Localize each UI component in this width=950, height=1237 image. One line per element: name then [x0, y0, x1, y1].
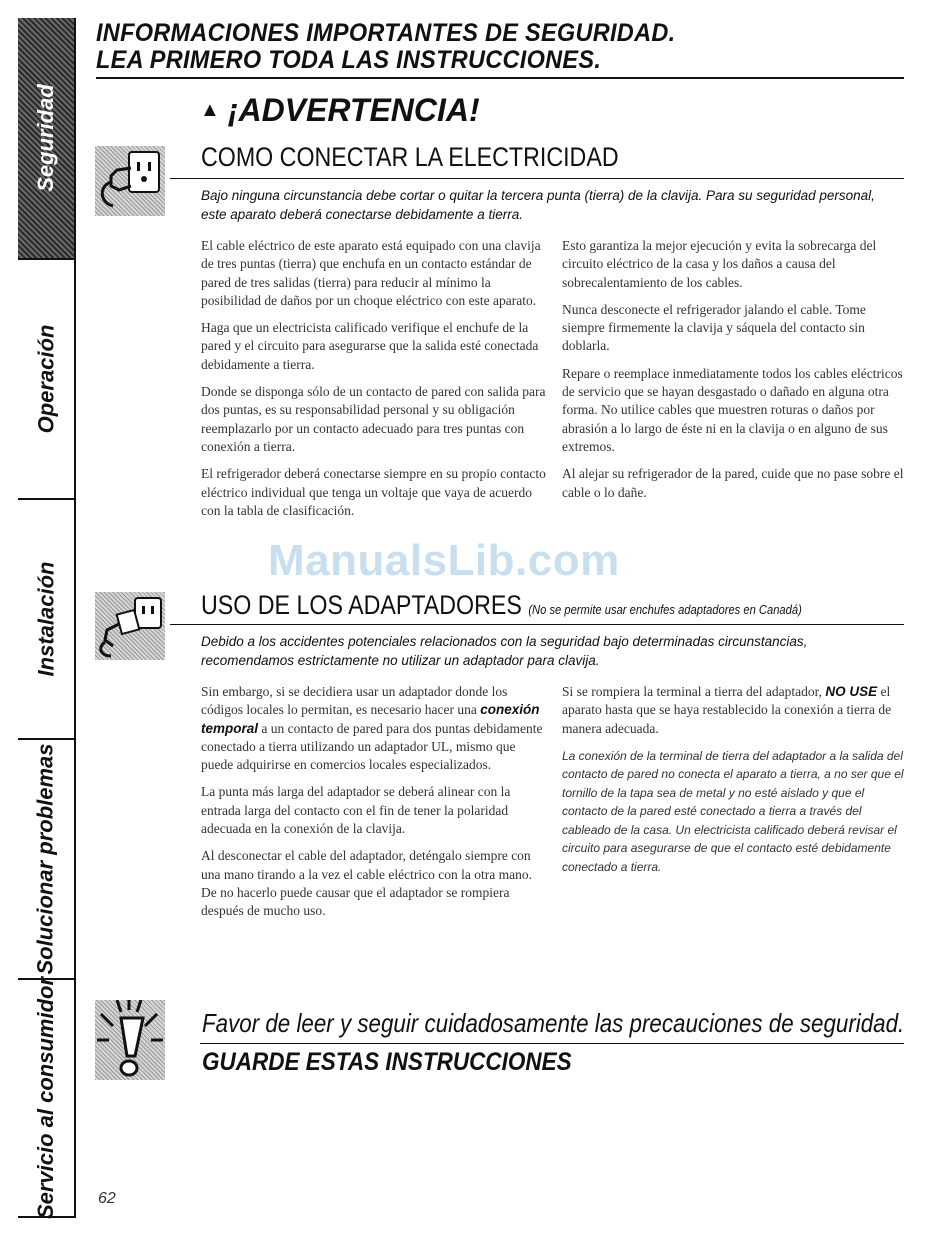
paragraph: Nunca desconecte el refrigerador jalando el cable. Tome siempre firmemente la clavija y sáquela del contacto sin doblarla. — [562, 301, 866, 354]
tab-label: Operación — [33, 324, 58, 434]
tab-seguridad[interactable] — [18, 18, 74, 260]
section-title-text: USO DE LOS ADAPTADORES — [201, 590, 522, 620]
header-line-1: INFORMACIONES IMPORTANTES DE SEGURIDAD. — [96, 19, 676, 47]
electricity-left-column — [201, 237, 546, 529]
tab-servicio-al-consumidor[interactable] — [18, 976, 74, 1220]
paragraph: Al desconectar el cable del adaptador, deténgalo siempre con una mano tirando a la vez el cable eléctrico con la otra mano. De no hacerlo puede causar que el adaptador se rompiera después de mucho uso. — [201, 848, 532, 919]
adapter-plug-icon — [95, 592, 165, 660]
emphasis-text: conexión temporal — [201, 702, 540, 736]
tab-operacion[interactable] — [18, 260, 74, 500]
paragraph: Repare o reemplace inmediatamente todos los cables eléctricos de servicio que se hayan desgastado o dañado en alguna otra forma. No utilice cables que muestren roturas o daños por abrasión a lo largo de éste ni en la clavija o en alguno de sus extremos. — [562, 365, 903, 454]
note-paragraph: La conexión de la terminal de tierra del adaptador a la salida del contacto de pared no conecta el aparato a tierra, a no ser que el tornillo de la tapa sea de metal y no esté aislado y que el contacto de la pared esté conectado a tierra a través del cableado de la casa. Un electricista calificado deberá revisar el circuito para asegurarse de que el contacto esté debidamente conectado a tierra. — [562, 748, 904, 874]
electrical-outlet-plug-icon — [95, 146, 165, 216]
section-lead-adapters: Debido a los accidentes potenciales relacionados con la seguridad bajo determinadas circunstancias, recomendamos estrictamente no utilizar un adaptador para clavija. — [201, 634, 808, 668]
header-line-2: LEA PRIMERO TODA LAS INSTRUCCIONES. — [96, 46, 602, 74]
side-navigation-tabs — [18, 18, 76, 1218]
header-divider — [96, 77, 904, 79]
text: a un contacto de pared para dos puntas debidamente conectado a tierra utilizando un adaptador UL, mismo que puede adquirirse en comercios locales especializados. — [201, 720, 543, 773]
tab-label: Servicio al consumidor — [33, 976, 59, 1220]
warning-heading — [200, 92, 480, 129]
footer-instruction: Favor de leer y seguir cuidadosamente las precauciones de seguridad. — [202, 1008, 905, 1038]
adapters-left-column — [201, 683, 546, 930]
tab-instalacion[interactable] — [18, 500, 74, 740]
adapters-right-column — [562, 683, 904, 885]
exclamation-bulb-icon — [95, 1000, 165, 1080]
tab-solucionar-problemas[interactable] — [18, 740, 74, 980]
section-title-adapters — [201, 590, 802, 621]
section-title-note: (No se permite usar enchufes adaptadores en Canadá) — [528, 602, 802, 617]
footer-save-instructions: GUARDE ESTAS INSTRUCCIONES — [202, 1048, 572, 1076]
paragraph: La punta más larga del adaptador se deberá alinear con la entrada larga del contacto con el fin de tener la polaridad adecuada en la conexión de la clavija. — [201, 784, 511, 837]
emphasis-text: NO USE — [825, 684, 878, 699]
section-lead-electricity: Bajo ninguna circunstancia debe cortar o quitar la tercera punta (tierra) de la clavija. Para su seguridad personal, este aparato deberá conectarse debidamente a tierra. — [201, 188, 875, 222]
warning-label: ¡ADVERTENCIA! — [227, 92, 480, 128]
text: Si se rompiera la terminal a tierra del adaptador, — [562, 684, 826, 699]
watermark: ManualsLib.com — [268, 536, 620, 585]
warning-triangle-icon: ▲ — [200, 99, 220, 121]
paragraph: Esto garantiza la mejor ejecución y evita la sobrecarga del circuito eléctrico de la casa y los daños a causa del sobrecalentamiento de los cables. — [562, 238, 877, 290]
text: el aparato hasta que se haya restablecido la conexión a tierra de manera adecuada. — [562, 684, 892, 736]
tab-label: Seguridad — [33, 84, 59, 192]
tab-label: Solucionar problemas — [33, 743, 58, 975]
paragraph: El cable eléctrico de este aparato está equipado con una clavija de tres puntas (tierra) que enchufa en un contacto estándar de pared de tres salidas (tierra) para reducir al mínimo la posibilidad de daños por un choque eléctrico con este aparato. — [201, 238, 541, 308]
section-divider — [170, 178, 904, 179]
tab-label: Instalación — [33, 561, 59, 677]
page-header — [96, 20, 904, 74]
paragraph — [562, 683, 904, 738]
section-divider — [170, 624, 904, 625]
footer-divider — [200, 1043, 904, 1044]
section-title-electricity: COMO CONECTAR LA ELECTRICIDAD — [201, 142, 619, 172]
text: Sin embargo, si se decidiera usar un adaptador donde los códigos locales lo permitan, es necesario hacer una — [201, 684, 508, 718]
paragraph: El refrigerador deberá conectarse siempre en su propio contacto eléctrico individual que tenga un voltaje que vaya de acuerdo con la tabla de clasificación. — [201, 466, 546, 518]
paragraph: Haga que un electricista calificado verifique el enchufe de la pared y el circuito para asegurarse que la salida esté conectada debidamente a tierra. — [201, 320, 539, 372]
page-number: 62 — [98, 1190, 116, 1207]
paragraph: Al alejar su refrigerador de la pared, cuide que no pase sobre el cable o lo dañe. — [562, 466, 904, 500]
paragraph: Donde se disponga sólo de un contacto de pared con salida para dos puntas, es su responsabilidad personal y su obligación reemplazarlo por un contacto adecuado para tres puntas con conexión a tierra. — [201, 384, 546, 454]
electricity-right-column — [562, 237, 904, 511]
paragraph — [201, 683, 546, 774]
